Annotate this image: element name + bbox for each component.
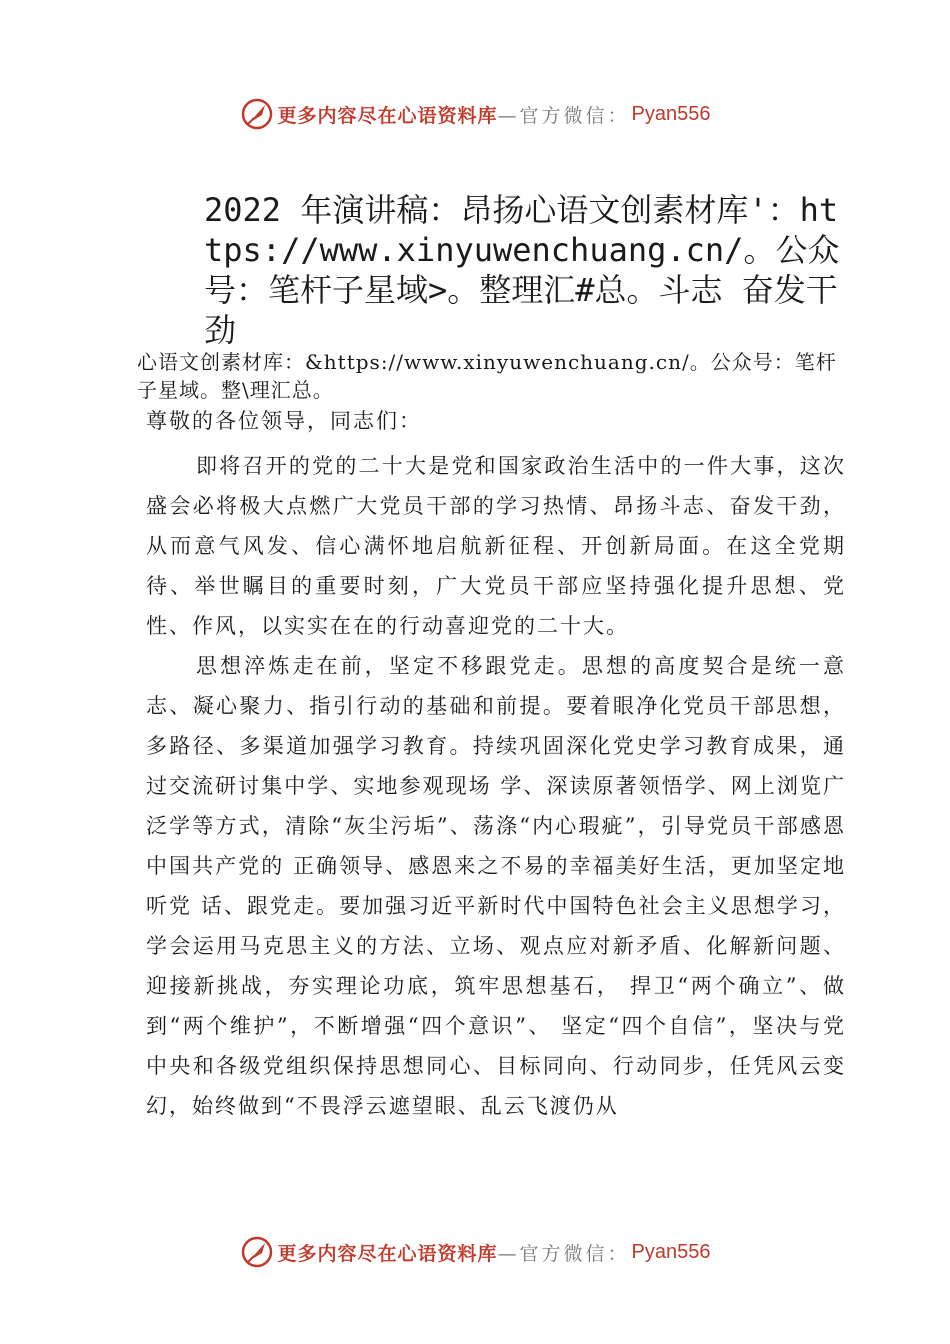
header-wechat-id: Pyan556	[631, 102, 711, 125]
footer-wechat-label: —官方微信：	[497, 1242, 630, 1265]
quill-logo-icon	[240, 1235, 274, 1269]
salutation: 尊敬的各位领导，同志们：	[146, 409, 422, 433]
header-banner	[0, 94, 950, 134]
quill-logo-icon	[240, 97, 274, 131]
footer-banner-text: 更多内容尽在心语资料库	[277, 1242, 498, 1265]
document-title: 2022 年演讲稿：昂扬心语文创素材库'：https://www.xinyuwenchuang.cn/。公众号：笔杆子星域>。整理汇#总。斗志 奋发干劲	[204, 191, 840, 349]
header-wechat-label: —官方微信：	[497, 104, 630, 127]
source-line: 心语文创素材库：&https://www.xinyuwenchuang.cn/。公众号：笔杆子星域。整\理汇总。	[137, 350, 837, 402]
paragraph: 即将召开的党的二十大是党和国家政治生活中的一件大事，这次盛会必将极大点燃广大党员干部的学习热情、昂扬斗志、奋发干劲，从而意气风发、信心满怀地启航新征程、开创新局面。在这全党期待、举世瞩目的重要时刻，广大党员干部应坚持强化提升思想、党性、作风，以实实在在的行动喜迎党的二十大。	[146, 454, 846, 638]
footer-banner	[0, 1232, 950, 1272]
paragraph: 思想淬炼走在前，坚定不移跟党走。思想的高度契合是统一意志、凝心聚力、指引行动的基础和前提。要着眼净化党员干部思想，多路径、多渠道加强学习教育。持续巩固深化党史学习教育成果，通过交流研讨集中学、实地参观现场 学、深读原著领悟学、网上浏览广泛学等方式，清除“灰尘污垢”、荡涤“内心瑕疵”，引导党员干部感恩中国共产党的 正确领导、感恩来之不易的幸福美好生活，更加坚定地听党 话、跟党走。要加强习近平新时代中国特色社会主义思想学习，学会运用马克思主义的方法、立场、观点应对新矛盾、化解新问题、迎接新挑战，夯实理论功底，筑牢思想基石， 捍卫“两个确立”、做到“两个维护”，不断增强“四个意识”、 坚定“四个自信”，坚决与党中央和各级党组织保持思想同心、目标同向、行动同步，任凭风云变幻，始终做到“不畏浮云遮望眼、乱云飞渡仍从	[146, 654, 846, 1118]
footer-wechat-id: Pyan556	[631, 1240, 711, 1263]
document-body	[146, 446, 846, 1126]
header-banner-text: 更多内容尽在心语资料库	[277, 104, 498, 127]
